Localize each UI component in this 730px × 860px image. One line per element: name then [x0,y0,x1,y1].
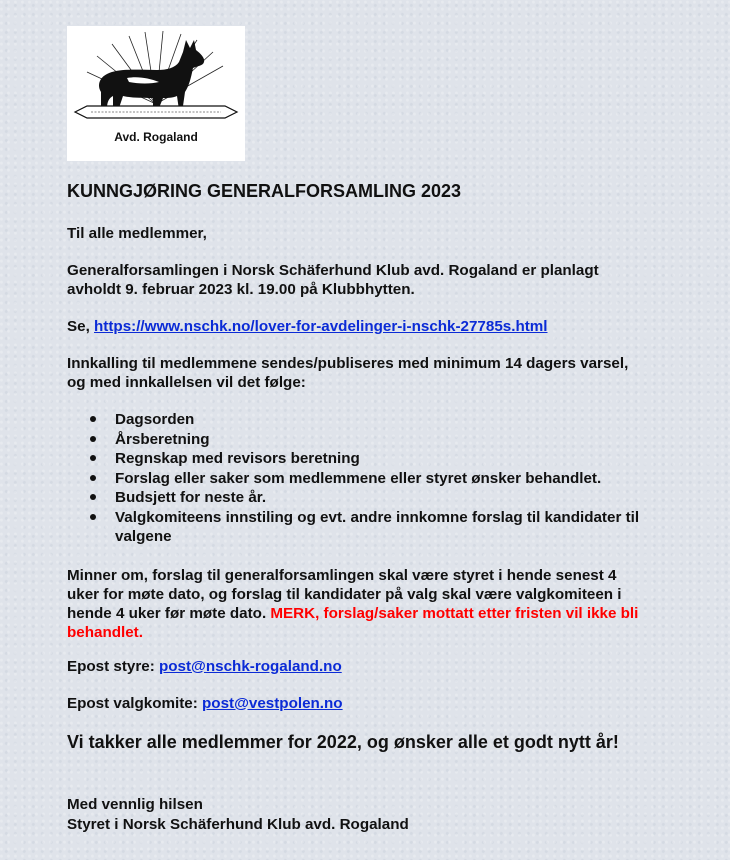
club-logo [67,26,245,161]
reminder-line-2: uker for møte dato, og forslag til kandidater på valg skal være valgkomiteen i [67,585,622,603]
board-contact [67,657,687,676]
bullet-icon [90,514,96,520]
committee-email-link[interactable]: post@vestpolen.no [202,694,343,712]
committee-contact [67,694,687,713]
bullet-icon [90,475,96,481]
intro-line-2: avholdt 9. februar 2023 kl. 19.00 på Klubbhytten. [67,281,415,298]
signoff-sender: Styret i Norsk Schäferhund Klub avd. Rogaland [67,815,409,833]
reminder-paragraph [67,566,687,642]
list-item-continuation: valgene [115,528,172,545]
logo-caption: Avd. Rogaland [114,130,198,144]
page-title: KUNNGJØRING GENERALFORSAMLING 2023 [67,181,462,201]
list-item: Dagsorden [67,410,687,430]
list-item: Regnskap med revisors beretning [67,449,687,469]
bylaws-link[interactable]: https://www.nschk.no/lover-for-avdelinger-i-nschk-27785s.html [94,318,548,335]
committee-contact-label: Epost valgkomite: [67,694,203,712]
agenda-list [67,410,687,547]
signoff [67,795,687,835]
thanks-message: Vi takker alle medlemmer for 2022, og ønsker alle et godt nytt år! [67,731,619,752]
see-prefix: Se, [67,318,95,335]
reminder-line-3: hende 4 uker før møte dato. [67,604,271,622]
bullet-icon [90,436,96,442]
notice-line-1: Innkalling til medlemmene sendes/publiseres med minimum 14 dagers varsel, [67,355,629,372]
intro-line-1: Generalforsamlingen i Norsk Schäferhund Klub avd. Rogaland er planlagt [67,262,599,279]
list-item: Budsjett for neste år. [67,488,687,508]
deadline-warning-end: behandlet. [67,623,143,641]
deadline-warning: MERK, forslag/saker mottatt etter fristen vil ikke bli [270,604,639,622]
intro-paragraph [67,261,687,299]
board-contact-label: Epost styre: [67,657,159,675]
notice-line-2: og med innkallelsen vil det følge: [67,374,306,391]
notice-paragraph [67,354,687,392]
bullet-icon [90,416,96,422]
see-link-paragraph [67,317,687,336]
signoff-greeting: Med vennlig hilsen [67,795,203,813]
reminder-line-1: Minner om, forslag til generalforsamlingen skal være styret i hende senest 4 [67,566,617,584]
announcement-body [67,180,687,835]
german-shepherd-logo-icon [67,26,245,130]
greeting: Til alle medlemmer, [67,225,207,242]
bullet-icon [90,494,96,500]
list-item: Valgkomiteens innstiling og evt. andre innkomne forslag til kandidater til [67,508,687,528]
list-item: Årsberetning [67,430,687,450]
list-item: Forslag eller saker som medlemmene eller styret ønsker behandlet. [67,469,687,489]
board-email-link[interactable]: post@nschk-rogaland.no [159,657,342,675]
bullet-icon [90,455,96,461]
